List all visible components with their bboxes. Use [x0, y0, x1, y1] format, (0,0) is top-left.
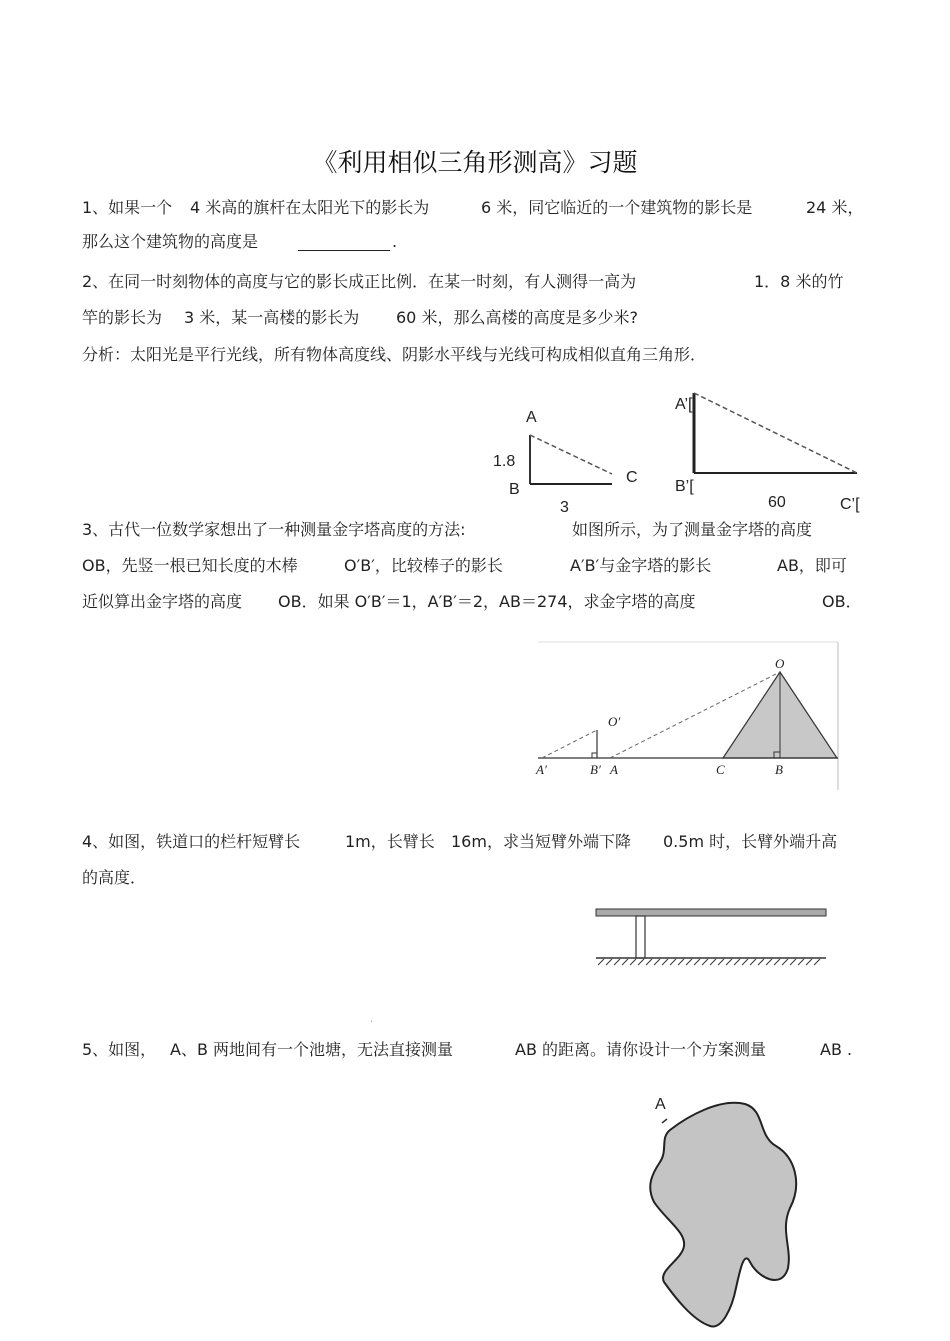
pyramid-figure	[530, 640, 845, 795]
q1-text-6: .	[392, 232, 398, 251]
q3-text-2: 如图所示，为了测量金字塔的高度	[572, 520, 813, 539]
q1-text-4: 24 米，	[806, 198, 864, 217]
q3-text-7: 近似算出金字塔的高度	[82, 592, 243, 611]
stray-dot: .	[370, 1014, 374, 1025]
q2-analysis: 分析：太阳光是平行光线，所有物体高度线、阴影水平线与光线可构成相似直角三角形．	[82, 345, 707, 364]
small-label-c: C	[626, 469, 638, 486]
large-triangle-figure	[670, 385, 870, 515]
q2-text-4: 3 米，某一高楼的影长为	[184, 308, 360, 327]
q5-text-2: A、B 两地间有一个池塘，无法直接测量	[170, 1040, 454, 1059]
q3-text-6: AB，即可	[777, 556, 847, 575]
pyramid-label-c: C	[716, 762, 725, 777]
q4-text-1: 4、如图，铁道口的栏杆短臂长	[82, 832, 301, 851]
q2-text-3: 竿的影长为	[82, 308, 163, 327]
q3-text-3: OB，先竖一根已知长度的木棒	[82, 556, 298, 575]
page-title: 《利用相似三角形测高》习题	[312, 148, 638, 177]
q5-text-4: AB .	[820, 1040, 853, 1059]
q1-text-1: 1、如果一个	[82, 198, 173, 217]
q4-text-4: 0.5m 时，长臂外端升高	[663, 832, 838, 851]
q4-text-5: 的高度．	[82, 868, 147, 887]
small-label-b: B	[509, 481, 520, 498]
q5-text-3: AB 的距离。请你设计一个方案测量	[515, 1040, 767, 1059]
pond-figure	[640, 1090, 820, 1340]
q4-text-2: 1m，长臂长	[345, 832, 435, 851]
large-label-b: B’[	[675, 478, 694, 495]
small-label-height: 1.8	[493, 453, 516, 470]
small-label-base: 3	[560, 499, 569, 516]
q2-text-1: 2、在同一时刻物体的高度与它的影长成正比例．在某一时刻，有人测得一高为	[82, 272, 637, 291]
large-label-a: A’[	[675, 396, 693, 413]
q2-text-5: 60 米，那么高楼的高度是多少米?	[396, 308, 638, 327]
q1-text-2: 4 米高的旗杆在太阳光下的影长为	[190, 198, 430, 217]
small-label-a: A	[526, 409, 537, 426]
q3-text-1: 3、古代一位数学家想出了一种测量金字塔高度的方法:	[82, 520, 466, 539]
small-triangle-figure	[480, 400, 650, 520]
q3-text-8: OB．如果 O′B′＝1，A′B′＝2，AB＝274，求金字塔的高度	[278, 592, 696, 611]
q1-text-5: 那么这个建筑物的高度是	[82, 232, 259, 251]
q3-text-9: OB．	[822, 592, 862, 611]
pyramid-label-o: O	[775, 656, 785, 671]
q3-text-5: A′B′与金字塔的影长	[570, 556, 712, 575]
q4-text-3: 16m，求当短臂外端下降	[451, 832, 631, 851]
railway-barrier-figure	[590, 905, 835, 970]
pyramid-label-o-prime: O′	[608, 714, 621, 729]
large-label-base: 60	[768, 494, 786, 511]
q5-text-1: 5、如图，	[82, 1040, 157, 1059]
large-label-c: C’[	[840, 496, 860, 513]
pond-label-a: A	[655, 1096, 666, 1113]
q3-text-4: O′B′，比较棒子的影长	[344, 556, 503, 575]
q1-text-3: 6 米，同它临近的一个建筑物的影长是	[481, 198, 753, 217]
q2-text-2: 1．8 米的竹	[754, 272, 844, 291]
answer-blank[interactable]	[298, 250, 390, 251]
pyramid-label-b-prime: B′	[590, 762, 601, 777]
pyramid-label-b: B	[775, 762, 783, 777]
pyramid-label-a: A	[610, 762, 618, 777]
pyramid-label-a-prime: A′	[536, 762, 547, 777]
